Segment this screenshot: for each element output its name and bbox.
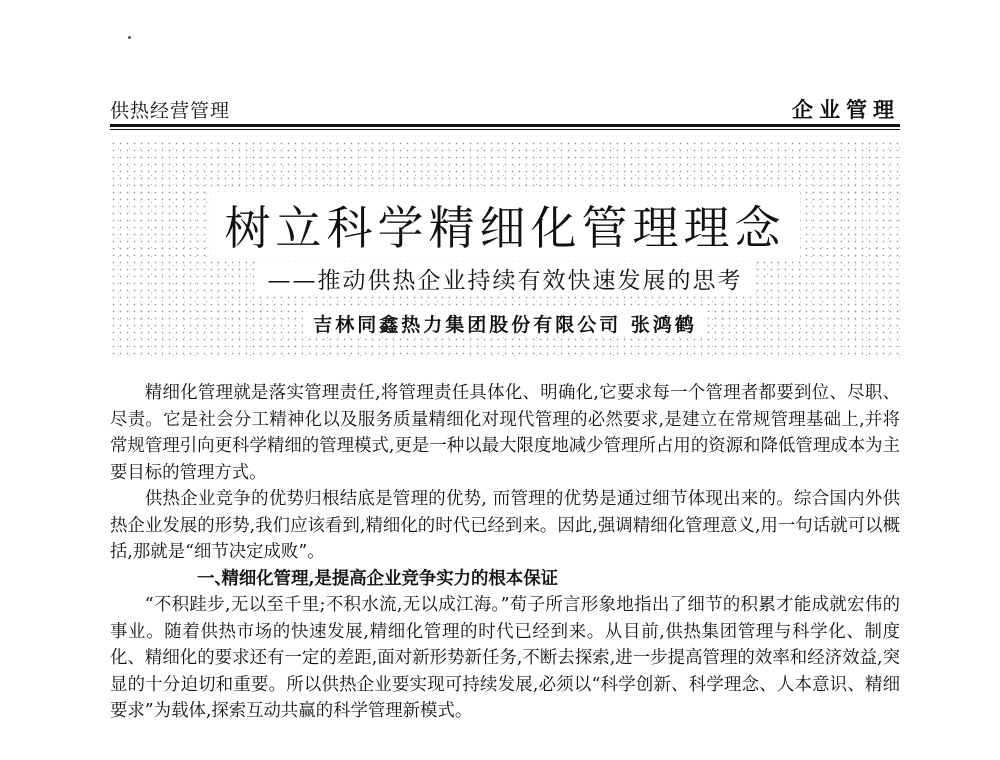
scan-speck <box>128 36 131 39</box>
article-title: 树立科学精细化管理理念 <box>211 192 800 258</box>
section-heading <box>110 566 900 593</box>
paragraph-2: 供热企业竞争的优势归根结底是管理的优势, 而管理的优势是通过细节体现出来的。综合国内外供热企业发展的形势,我们应该看到,精细化的时代已经到来。因此,强调精细化管理意义,用一句话就可以概括,那就是“细节决定成败”。 <box>110 489 900 562</box>
running-header <box>110 96 900 124</box>
header-rule-thick <box>110 124 900 127</box>
article-body <box>110 380 900 725</box>
section-number: 一、 <box>197 568 232 589</box>
paragraph-1: 精细化管理就是落实管理责任,将管理责任具体化、明确化,它要求每一个管理者都要到位、尽职、尽责。它是社会分工精神化以及服务质量精细化对现代管理的必然要求,是建立在常规管理基础上,并将常规管理引向更科学精细的管理模式,更是一种以最大限度地减少管理所占用的资源和降低管理成本为主要目标的管理方式。 <box>110 383 900 483</box>
article-subtitle: ——推动供热企业持续有效快速发展的思考 <box>258 262 753 295</box>
journal-name: 供热经营管理 <box>110 100 231 122</box>
header-rule-thin <box>110 129 900 130</box>
article-author: 吉林同鑫热力集团股份有限公司 张鸿鹤 <box>303 310 707 337</box>
section-name: 企业管理 <box>792 97 900 122</box>
paragraph-3: “不积跬步,无以至千里;不积水流,无以成江海。”荀子所言形象地指出了细节的积累才能成就宏伟的事业。随着供热市场的快速发展,精细化管理的时代已经到来。从目前,供热集团管理与科学化、制度化、精细化的要求还有一定的差距,面对新形势新任务,不断去探索,进一步提高管理的效率和经济效益,突显的十分迫切和重要。所以供热企业要实现可持续发展,必须以“科学创新、科学理念、人本意识、精细要求”为载体,探索互动共赢的科学管理新模式。 <box>110 595 900 721</box>
title-banner <box>110 140 900 358</box>
section-heading-text: 精细化管理,是提高企业竞争实力的根本保证 <box>221 568 558 589</box>
